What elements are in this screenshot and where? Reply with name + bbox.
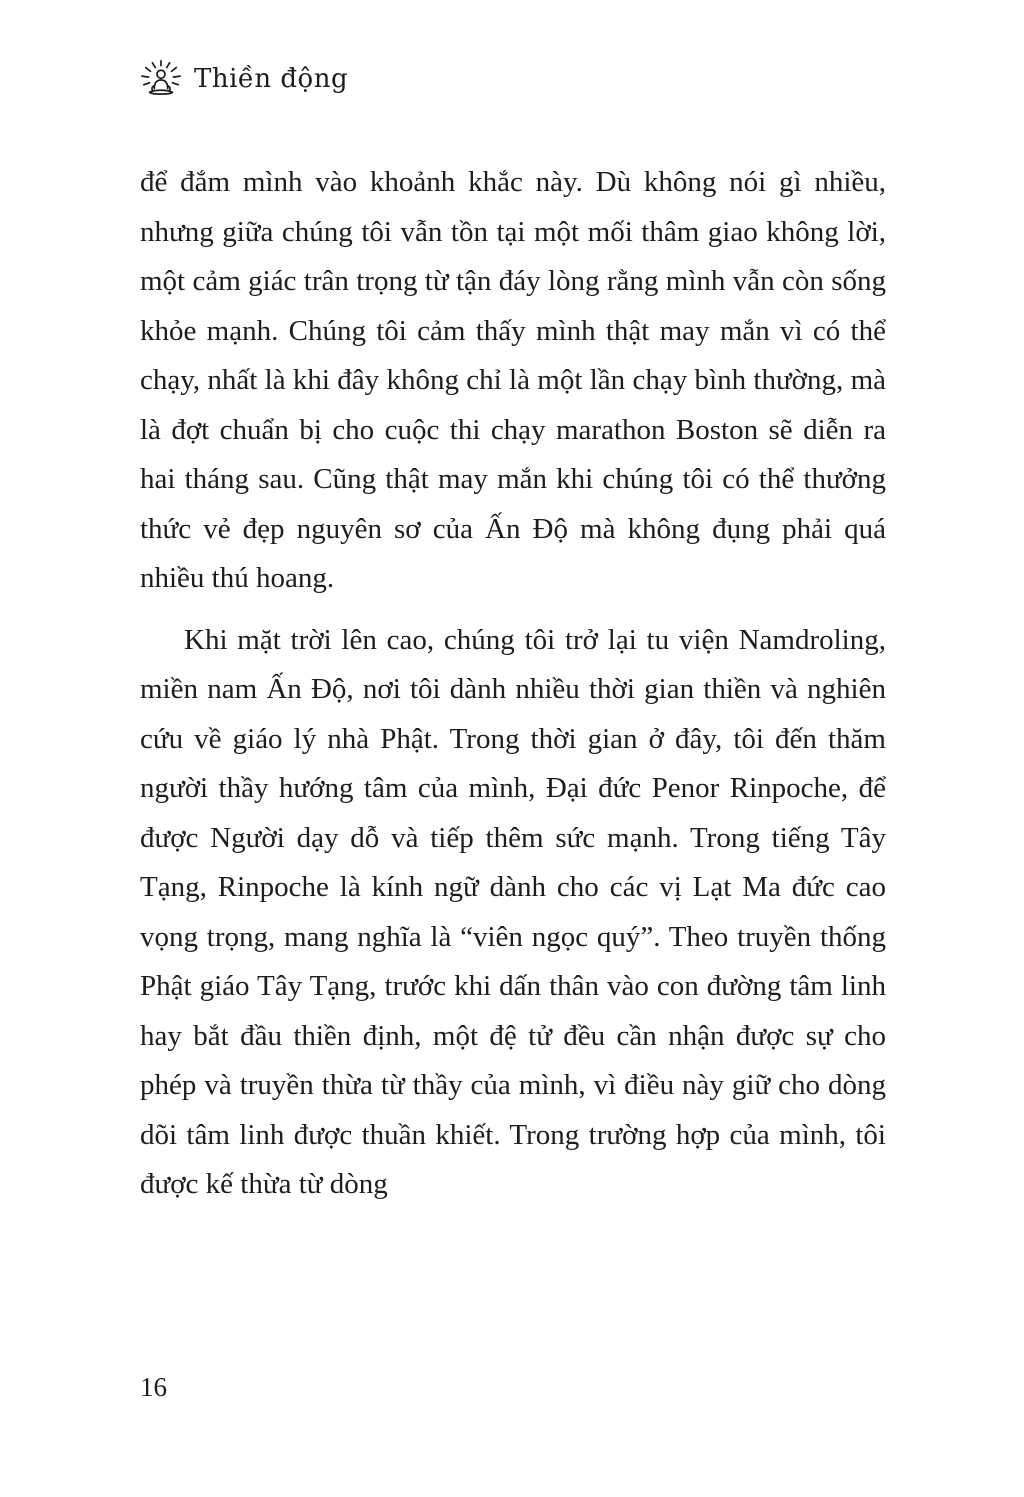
page-number: 16 (140, 1372, 167, 1402)
page-footer (140, 1372, 167, 1403)
paragraph-continuation: để đắm mình vào khoảnh khắc này. Dù không nói gì nhiều, nhưng giữa chúng tôi vẫn tồn tại một mối thâm giao không lời, một cảm giác trân trọng từ tận đáy lòng rằng mình vẫn còn sống khỏe mạnh. Chúng tôi cảm thấy mình thật may mắn vì có thể chạy, nhất là khi đây không chỉ là một lần chạy bình thường, mà là đợt chuẩn bị cho cuộc thi chạy marathon Boston sẽ diễn ra hai tháng sau. Cũng thật may mắn khi chúng tôi có thể thưởng thức vẻ đẹp nguyên sơ của Ấn Độ mà không đụng phải quá nhiều thú hoang. (140, 166, 886, 594)
page-body (140, 158, 886, 1210)
running-header-title: Thiền động (194, 64, 349, 94)
running-header (140, 58, 348, 100)
meditation-icon (140, 58, 182, 100)
paragraph: Khi mặt trời lên cao, chúng tôi trở lại tu viện Namdroling, miền nam Ấn Độ, nơi tôi dành nhiều thời gian thiền và nghiên cứu về giáo lý nhà Phật. Trong thời gian ở đây, tôi đến thăm người thầy hướng tâm của mình, Đại đức Penor Rinpoche, để được Người dạy dỗ và tiếp thêm sức mạnh. Trong tiếng Tây Tạng, Rinpoche là kính ngữ dành cho các vị Lạt Ma đức cao vọng trọng, mang nghĩa là “viên ngọc quý”. Theo truyền thống Phật giáo Tây Tạng, trước khi dấn thân vào con đường tâm linh hay bắt đầu thiền định, một đệ tử đều cần nhận được sự cho phép và truyền thừa từ thầy của mình, vì điều này giữ cho dòng dõi tâm linh được thuần khiết. Trong trường hợp của mình, tôi được kế thừa từ dòng (140, 623, 886, 1200)
